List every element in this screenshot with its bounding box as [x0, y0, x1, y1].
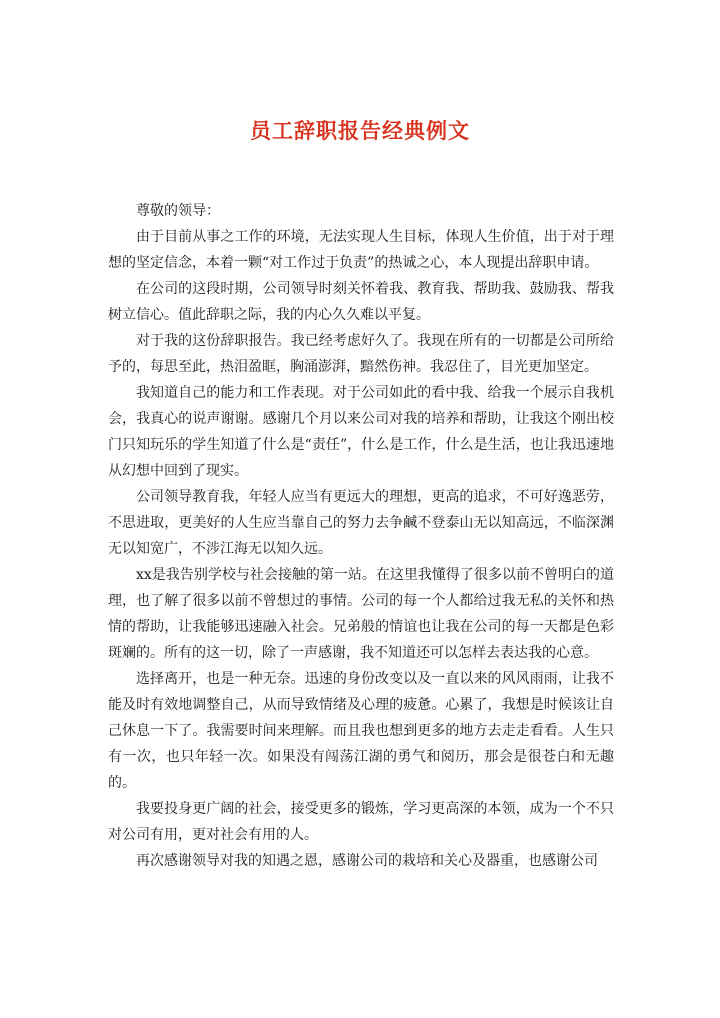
paragraph-3: 对于我的这份辞职报告。我已经考虑好久了。我现在所有的一切都是公司所给予的，每思至此，热泪盈眶，胸涌澎湃，黯然伤神。我忍住了，目光更加坚定。 [108, 333, 614, 375]
salutation: 尊敬的领导： [136, 203, 220, 219]
paragraph-7: 选择离开，也是一种无奈。迅速的身份改变以及一直以来的风风雨雨，让我不能及时有效地调整自己，从而导致情绪及心理的疲惫。心累了，我想是时候该让自己休息一下了。我需要时间来理解。而且我也想到更多的地方去走走看看。人生只有一次，也只年轻一次。如果没有闯荡江湖的勇气和阅历，那会是很苍白和无趣的。 [108, 671, 614, 791]
paragraph-4: 我知道自己的能力和工作表现。对于公司如此的看中我、给我一个展示自我机会，我真心的说声谢谢。感谢几个月以来公司对我的培养和帮助，让我这个刚出校门只知玩乐的学生知道了什么是“责任”，什么是工作，什么是生活，也让我迅速地从幻想中回到了现实。 [108, 385, 614, 479]
paragraph-5: 公司领导教育我，年轻人应当有更远大的理想，更高的追求，不可好逸恶劳，不思进取，更美好的人生应当靠自己的努力去争鹹不登泰山无以知高远，不临深渊无以知宽广，不涉江海无以知久远。 [108, 489, 614, 557]
paragraph-6: xx是我告别学校与社会接触的第一站。在这里我懂得了很多以前不曾明白的道理，也了解了很多以前不曾想过的事情。公司的每一个人都给过我无私的关怀和热情的帮助，让我能够迅速融入社会。兄弟般的情谊也让我在公司的每一天都是色彩斑斓的。所有的这一切，除了一声感谢，我不知道还可以怎样去表达我的心意。 [108, 567, 614, 661]
document-body [108, 198, 614, 874]
paragraph-8: 我要投身更广阔的社会，接受更多的锻炼，学习更高深的本领，成为一个不只对公司有用，更对社会有用的人。 [108, 801, 614, 843]
paragraph-1: 由于目前从事之工作的环境，无法实现人生目标，体现人生价值，出于对于理想的坚定信念，本着一颗“对工作过于负责”的热诚之心，本人现提出辞职申请。 [108, 229, 614, 271]
paragraph-2: 在公司的这段时期，公司领导时刻关怀着我、教育我、帮助我、鼓励我、帮我树立信心。值此辞职之际，我的内心久久难以平复。 [108, 281, 614, 323]
paragraph-9: 再次感谢领导对我的知遇之恩，感谢公司的栽培和关心及器重，也感谢公司 [136, 853, 598, 869]
document-title: 员工辞职报告经典例文 [250, 118, 470, 143]
